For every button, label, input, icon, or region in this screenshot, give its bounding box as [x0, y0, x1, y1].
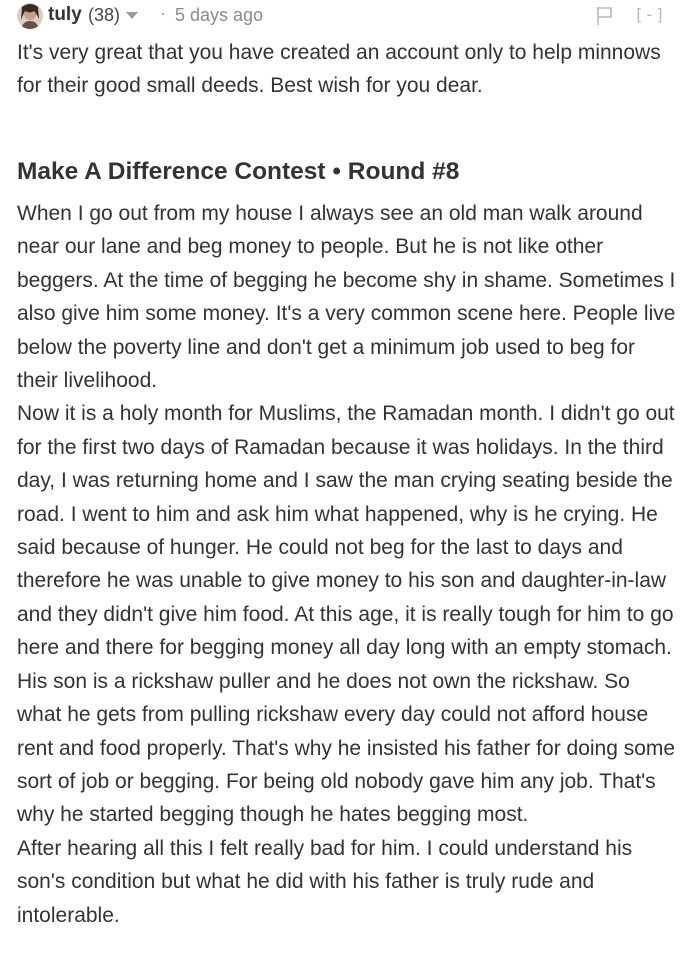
post-body	[17, 197, 677, 932]
comment-timestamp[interactable]: 5 days ago	[175, 5, 264, 25]
avatar-image	[17, 3, 43, 29]
separator-dot: ·	[160, 3, 166, 23]
post-paragraph: After hearing all this I felt really bad for him. I could understand his son's condition but what he did with his father is truly rude and intolerable.	[17, 836, 633, 927]
comment-header	[0, 0, 691, 34]
post-title: Make A Difference Contest • Round #8	[17, 158, 460, 185]
avatar[interactable]	[17, 3, 43, 29]
post-paragraph: Now it is a holy month for Muslims, the Ramadan month. I didn't go out for the first two days of Ramadan because it was holidays. In the third day, I was returning home and I saw the man crying seating beside the road. I went to him and ask him what happened, why is he crying. He said because of hunger. He could not beg for the last to days and therefore he was unable to give money to his son and daughter-in-law and they didn't give him food. At this age, it is really tough for him to go here and there for begging money all day long with an empty stomach. His son is a rickshaw puller and he does not own the rickshaw. So what he gets from pulling rickshaw every day could not afford house rent and food properly. That's why he insisted his father for doing some sort of job or begging. For being old nobody gave him any job. That's why he started begging though he hates begging most.	[17, 402, 676, 827]
caret-down-icon[interactable]	[126, 12, 138, 19]
post-paragraph: When I go out from my house I always see an old man walk around near our lane and beg money to people. But he is not like other beggers. At the time of begging he become shy in shame. Sometimes I also give him some money. It's a very common scene here. People live below the poverty line and don't get a minimum job used to beg for their livelihood.	[17, 202, 676, 393]
comment-body: It's very great that you have created an account only to help minnows for their good small deeds. Best wish for you dear.	[17, 41, 661, 98]
flag-icon[interactable]	[596, 6, 614, 26]
comment-author-name[interactable]: tuly	[48, 4, 82, 25]
author-reputation: (38)	[88, 5, 121, 25]
collapse-button[interactable]: [-]	[634, 5, 666, 24]
